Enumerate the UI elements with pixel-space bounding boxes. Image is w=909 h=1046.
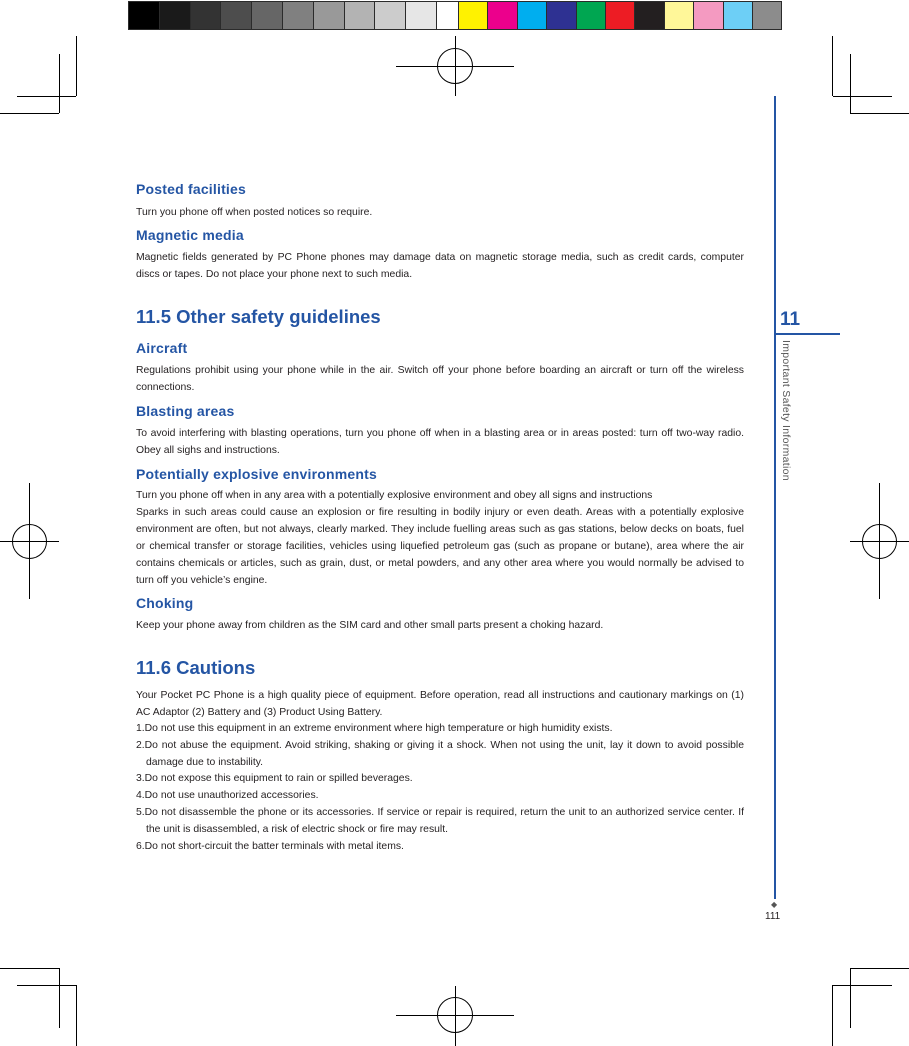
color-swatch	[634, 1, 664, 30]
color-swatch	[723, 1, 753, 30]
list-item: 4.Do not use unauthorized accessories.	[136, 790, 319, 802]
gray-swatch	[159, 1, 191, 30]
gray-swatch	[251, 1, 283, 30]
diamond-icon: ◆	[771, 900, 778, 909]
text-explosive-line1: Turn you phone off when in any area with a potentially explosive environment and obey all signs and instructions	[136, 490, 653, 501]
list-item: 2.Do not abuse the equipment. Avoid striking, shaking or giving it a shock. When not using the unit, lay it down to avoid possible damage due to instability.	[136, 739, 744, 768]
gray-swatch	[282, 1, 314, 30]
text-aircraft: Regulations prohibit using your phone while in the air. Switch off your phone before boarding an aircraft or turn off the wireless connections.	[136, 365, 744, 393]
cautions-list	[136, 721, 744, 855]
list-item: 5.Do not disassemble the phone or its accessories. If service or repair is required, return the unit to an authorized service center. If the unit is disassembled, a risk of electric shock or fire may result.	[136, 806, 744, 835]
color-swatch	[458, 1, 488, 30]
text-posted-facilities: Turn you phone off when posted notices so require.	[136, 207, 373, 218]
page-number: 111	[765, 911, 781, 922]
color-swatch	[576, 1, 606, 30]
color-swatch	[752, 1, 782, 30]
gray-swatch	[313, 1, 345, 30]
heading-blasting-areas: Blasting areas	[136, 403, 235, 419]
heading-aircraft: Aircraft	[136, 340, 188, 356]
text-blasting-areas: To avoid interfering with blasting operations, turn you phone off when in a blasting area or in areas posted: turn off two-way radio. Obey all sighs and instructions.	[136, 428, 744, 456]
gray-swatch	[344, 1, 376, 30]
list-item: 3.Do not expose this equipment to rain or spilled beverages.	[136, 773, 413, 785]
heading-explosive-environments: Potentially explosive environments	[136, 466, 377, 482]
color-swatch	[487, 1, 517, 30]
color-swatch	[517, 1, 547, 30]
text-choking: Keep your phone away from children as the SIM card and other small parts present a choking hazard.	[136, 620, 604, 631]
color-swatch	[546, 1, 576, 30]
heading-choking: Choking	[136, 595, 194, 611]
list-item: 6.Do not short-circuit the batter terminals with metal items.	[136, 840, 404, 852]
sidebar-rule	[774, 96, 776, 899]
heading-magnetic-media: Magnetic media	[136, 227, 244, 243]
page-content	[136, 181, 744, 855]
list-item: 1.Do not use this equipment in an extreme environment where high temperature or high humidity exists.	[136, 723, 613, 734]
gray-swatch	[405, 1, 437, 30]
color-swatch	[664, 1, 694, 30]
chapter-underline	[775, 333, 840, 335]
text-explosive-environments: Sparks in such areas could cause an explosion or fire resulting in bodily injury or even death. Areas with a potentially explosive environment are often, but not always, clearly marked. They include fuelling areas such as gas stations, below decks on boats, fuel or chemical transfer or storage facilities, vehicles using liquefied petroleum gas (such as propane or butane), area where the air contains chemicals or articles, such as grain, dust, or metal powders, and any other area where you would normally be advised to turn off you vehicle’s engine.	[136, 507, 744, 586]
heading-posted-facilities: Posted facilities	[136, 181, 246, 197]
gray-swatch	[374, 1, 406, 30]
text-cautions-intro: Your Pocket PC Phone is a high quality piece of equipment. Before operation, read all instructions and cautionary markings on (1) AC Adaptor (2) Battery and (3) Product Using Battery.	[136, 690, 744, 718]
gray-swatch	[190, 1, 222, 30]
chapter-number: 11	[780, 309, 801, 330]
gray-swatch	[220, 1, 252, 30]
chapter-title: Important Safety Information	[780, 340, 792, 481]
color-swatch	[693, 1, 723, 30]
color-swatch	[605, 1, 635, 30]
gray-swatch	[128, 1, 160, 30]
text-magnetic-media: Magnetic fields generated by PC Phone phones may damage data on magnetic storage media, such as credit cards, computer discs or tapes. Do not place your phone next to such media.	[136, 252, 744, 280]
section-title-11-6: 11.6 Cautions	[136, 657, 256, 678]
section-title-11-5: 11.5 Other safety guidelines	[136, 306, 381, 327]
